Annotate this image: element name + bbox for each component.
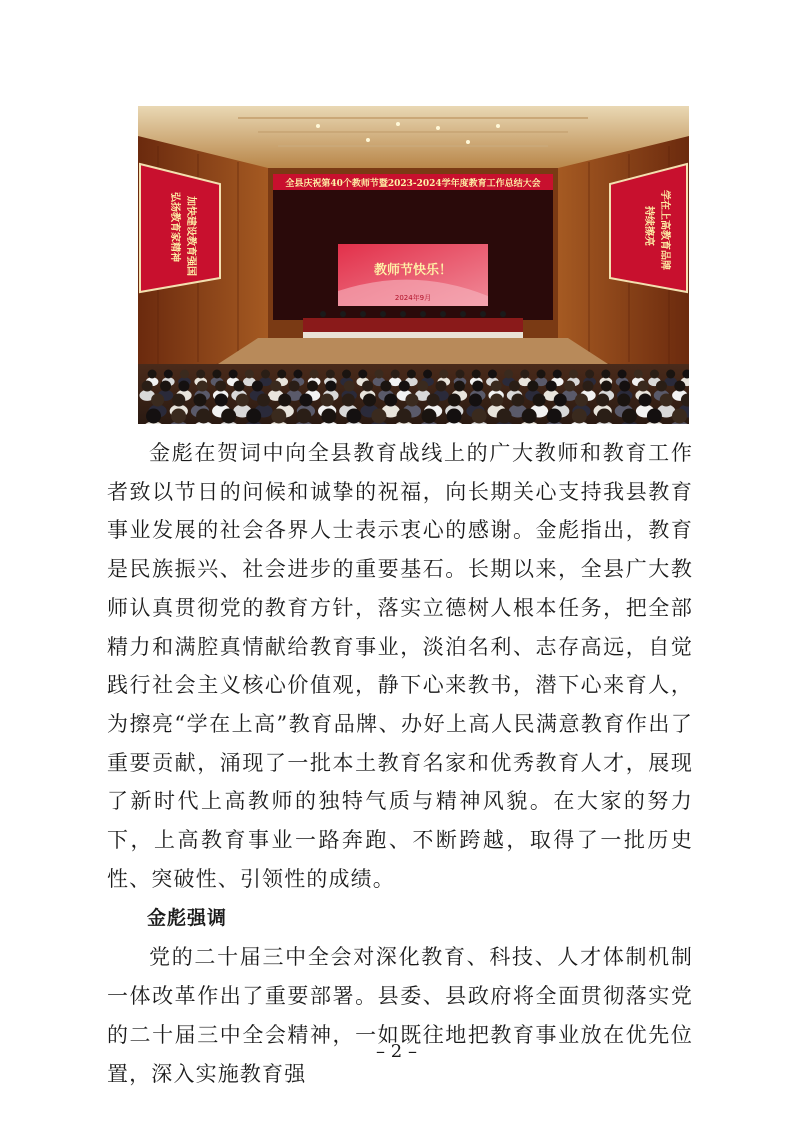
paragraph-2: 党的二十届三中全会对深化教育、科技、人才体制机制一体改革作出了重要部署。县委、县政府将全面贯彻落实党的二十届三中全会精神，一如既往地把教育事业放在优先位置，深入实施教育强	[107, 945, 693, 1086]
right-slogan-line2: 持续擦亮	[643, 206, 654, 246]
paragraph-1: 金彪在贺词中向全县教育战线上的广大教师和教育工作者致以节日的问候和诚挚的祝福，向长期关心支持我县教育事业发展的社会各界人士表示衷心的感谢。金彪指出，教育是民族振兴、社会进步的重要基石。长期以来，全县广大教师认真贯彻党的教育方针，落实立德树人根本任务，把全部精力和满腔真情献给教育事业，淡泊名利、志存高远，自觉践行社会主义核心价值观，静下心来教书，潜下心来育人，为擦亮“学在上高”教育品牌、办好上高人民满意教育作出了重要贡献，涌现了一批本土教育名家和优秀教育人才，展现了新时代上高教师的独特气质与精神风貌。在大家的努力下，上高教育事业一路奔跑、不断跨越，取得了一批历史性、突破性、引领性的成绩。	[107, 441, 693, 891]
screen-sub-text: 2024年9月	[394, 294, 432, 302]
auditorium-photo	[138, 106, 689, 424]
section-heading: 金彪强调	[147, 907, 228, 930]
page-number: – 2 –	[376, 1041, 417, 1062]
right-slogan-line1: 学在上高教育品牌	[659, 190, 670, 270]
left-slogan-line1: 加快建设教育强国	[185, 196, 196, 276]
stage-banner-text: 全县庆祝第40个教师节暨2023-2024学年度教育工作总结大会	[285, 179, 541, 189]
auditorium-illustration	[138, 106, 689, 424]
article-body	[107, 434, 693, 1093]
screen-main-text: 教师节快乐！	[373, 263, 453, 278]
left-slogan-line2: 弘扬教育家精神	[169, 192, 180, 262]
